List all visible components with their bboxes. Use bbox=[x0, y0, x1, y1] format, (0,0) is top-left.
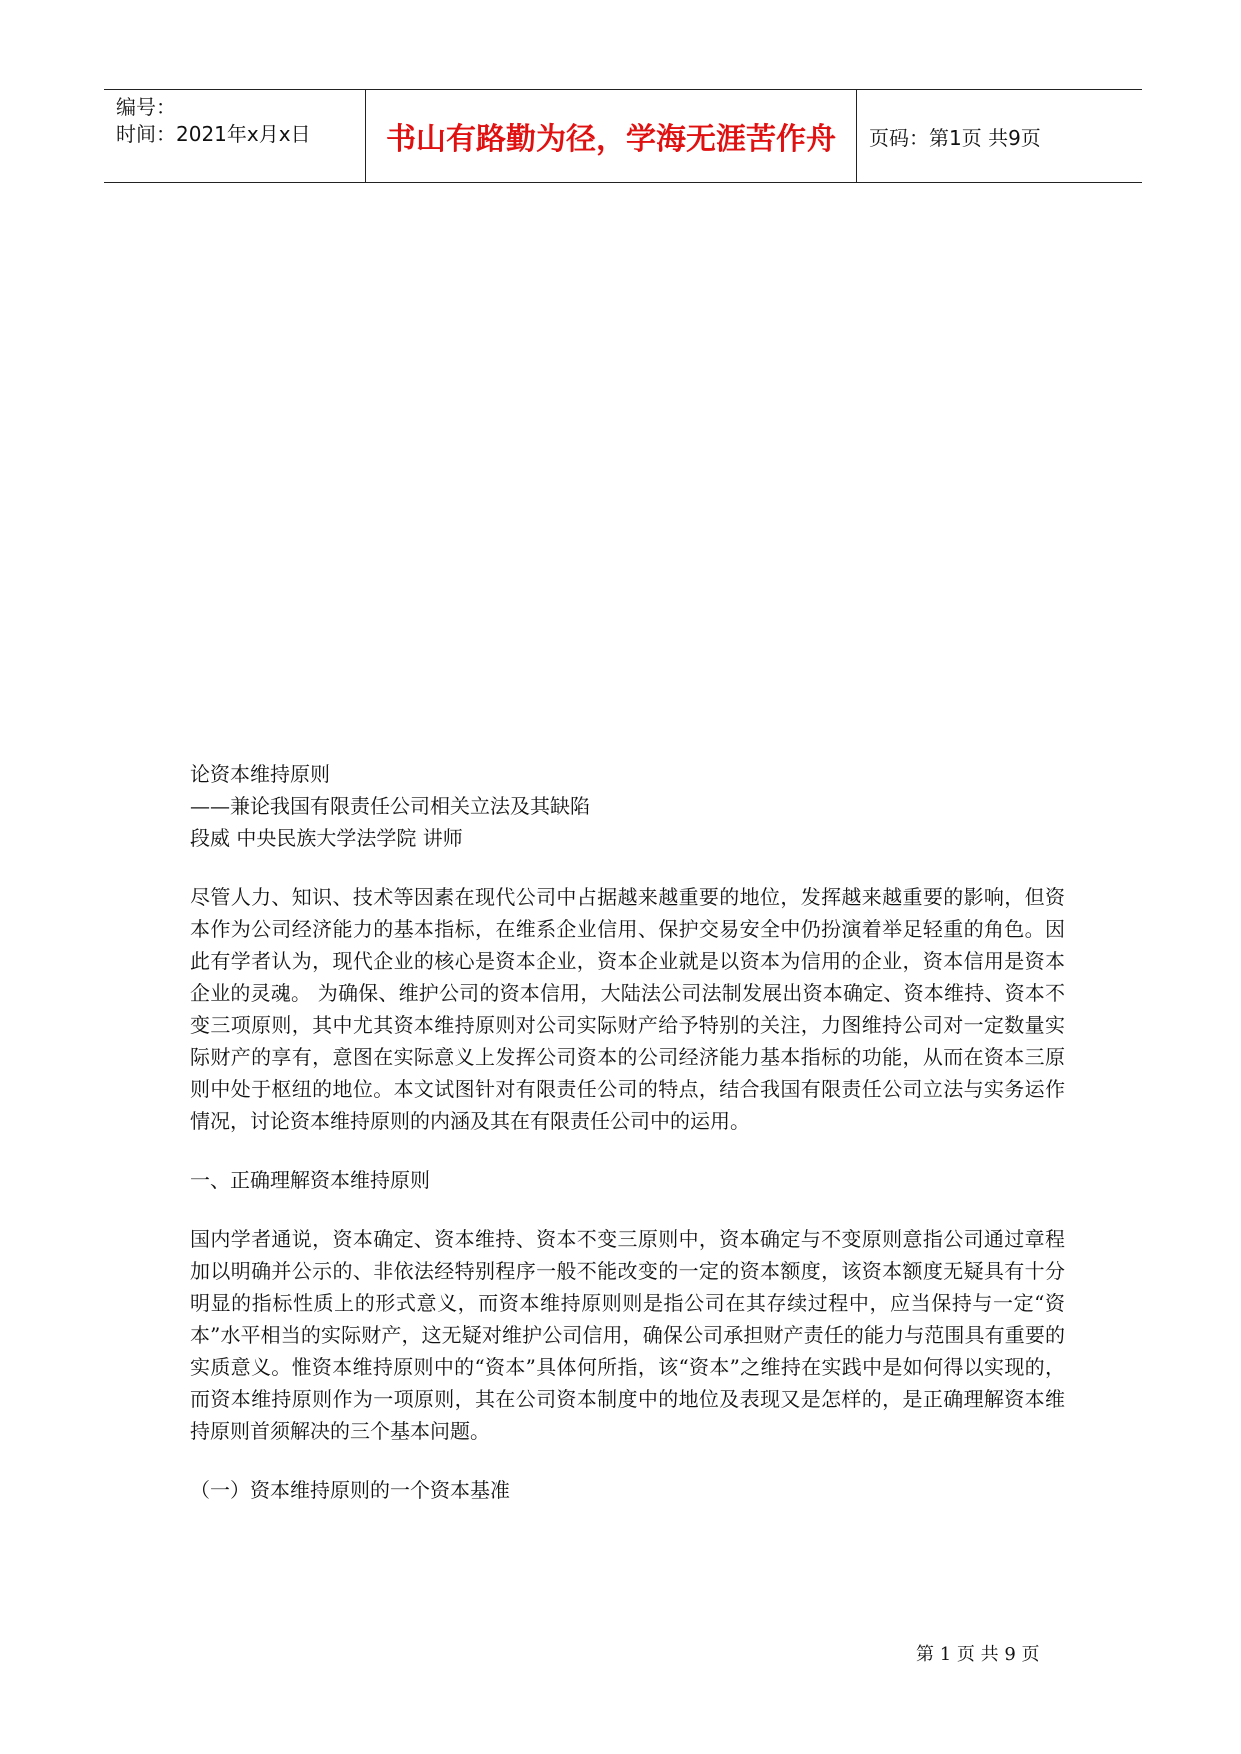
paragraph-2: 国内学者通说，资本确定、资本维持、资本不变三原则中，资本确定与不变原则意指公司通过章程加以明确并公示的、非依法经特别程序一般不能改变的一定的资本额度，该资本额度无疑具有十分明显的指标性质上的形式意义，而资本维持原则则是指公司在其存续过程中，应当保持与一定“资本”水平相当的实际财产，这无疑对维护公司信用，确保公司承担财产责任的能力与范围具有重要的实质意义。惟资本维持原则中的“资本”具体何所指，该“资本”之维持在实践中是如何得以实现的，而资本维持原则作为一项原则，其在公司资本制度中的地位及表现又是怎样的，是正确理解资本维持原则首须解决的三个基本问题。 bbox=[190, 1227, 1065, 1443]
paragraph-1: 尽管人力、知识、技术等因素在现代公司中占据越来越重要的地位，发挥越来越重要的影响，但资本作为公司经济能力的基本指标，在维系企业信用、保护交易安全中仍扮演着举足轻重的角色。因此有学者认为，现代企业的核心是资本企业，资本企业就是以资本为信用的企业，资本信用是资本企业的灵魂。 为确保、维护公司的资本信用，大陆法公司法制发展出资本确定、资本维持、资本不变三项原则，其中尤其资本维持原则对公司实际财产给予特别的关注，力图维持公司对一定数量实际财产的享有，意图在实际意义上发挥公司资本的公司经济能力基本指标的功能，从而在资本三原则中处于枢纽的地位。本文试图针对有限责任公司的特点，结合我国有限责任公司立法与实务运作情况，讨论资本维持原则的内涵及其在有限责任公司中的运用。 bbox=[190, 885, 1065, 1133]
motto: 书山有路勤为径，学海无涯苦作舟 bbox=[366, 90, 857, 182]
article-subtitle: ——兼论我国有限责任公司相关立法及其缺陷 bbox=[190, 794, 590, 818]
header-meta bbox=[104, 90, 366, 182]
article-title: 论资本维持原则 bbox=[190, 762, 330, 786]
serial-label: 编号： bbox=[116, 95, 176, 119]
page-code: 页码：第1页 共9页 bbox=[869, 125, 1041, 150]
header-table bbox=[104, 89, 1142, 183]
section-heading-1: 一、正确理解资本维持原则 bbox=[190, 1168, 430, 1192]
article-author: 段威 中央民族大学法学院 讲师 bbox=[190, 826, 463, 850]
time-label: 时间：2021年x月x日 bbox=[116, 122, 311, 146]
article-body bbox=[190, 758, 1065, 1506]
page-footer: 第 1 页 共 9 页 bbox=[916, 1644, 1040, 1665]
subsection-heading-1: （一）资本维持原则的一个资本基准 bbox=[190, 1478, 510, 1502]
